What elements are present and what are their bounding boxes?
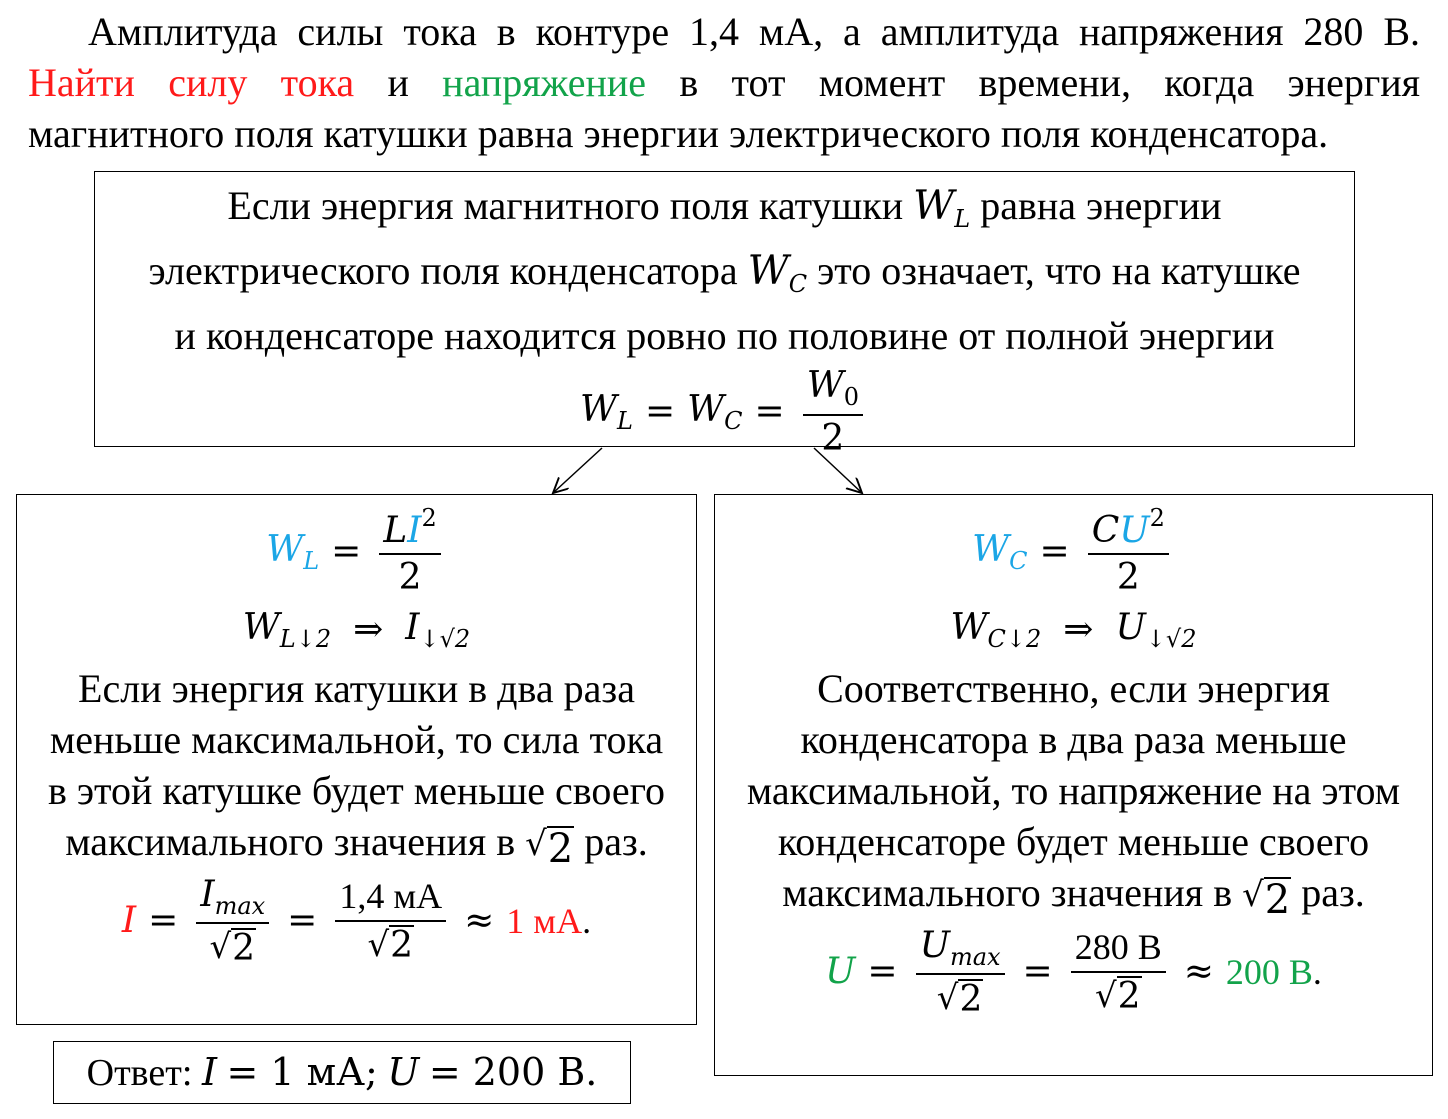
- wc-implication: $W_{C↓2}$ ⇒ $U_{↓√2}$: [950, 606, 1197, 653]
- current-explanation: Если энергия катушки в два раза меньше максимальной, то сила тока в этой катушке будет меньше своего максимального значения в √ 2 раз.: [47, 665, 666, 872]
- top-line-1: Если энергия магнитного поля катушки $W_L$ равна энергии: [227, 183, 1222, 233]
- wc-formula: $W_C$ = $\frac{CU^2}{2}$: [715, 505, 1432, 599]
- problem-text-2: в тот момент времени, когда энергия: [679, 60, 1421, 105]
- problem-text-1: Амплитуда силы тока в контуре 1,4 мА, а амплитуда напряжения 280 В.: [88, 9, 1420, 54]
- answer-box: [53, 1041, 631, 1104]
- voltage-calculation: U = $U_{max}$ √ 2 = 280 В √ 2 ≈ 200 В .: [825, 924, 1322, 1020]
- top-line-2: электрического поля конденсатора $W_C$ это означает, что на катушке: [148, 248, 1301, 298]
- arrow-right: [814, 448, 862, 493]
- half-energy-formula: $W_L$ = $W_C$ = $\frac{W_0}{2}$: [95, 365, 1354, 459]
- current-calculation: I = $I_{max}$ √ 2 = 1,4 мА √ 2 ≈ 1 мА .: [121, 873, 592, 969]
- wc-symbol: $W_C$: [747, 248, 808, 298]
- voltage-explanation: Соответственно, если энергия конденсатора в два раза меньше максимальной, то напряжение на этом конденсаторе будет меньше своего максимального значения в √ 2 раз.: [746, 665, 1401, 923]
- find-current-text: Найти силу тока: [28, 60, 355, 105]
- problem-text-3: магнитного поля катушки равна энергии электрического поля конденсатора.: [28, 111, 1329, 156]
- arrow-left: [553, 448, 602, 493]
- wl-symbol: $W_L$: [913, 183, 971, 233]
- wl-implication: $W_{L↓2}$ ⇒ $I_{↓√2}$: [242, 606, 471, 653]
- current-result: 1 мА: [506, 900, 583, 941]
- voltage-text: напряжение: [442, 60, 647, 105]
- wl-formula: $W_L$ = $\frac{LI^2}{2}$: [17, 505, 696, 599]
- current-box: [16, 494, 697, 1025]
- voltage-box: [714, 494, 1433, 1076]
- and-text: и: [387, 60, 409, 105]
- voltage-result: 200 В: [1225, 951, 1313, 992]
- top-line-3: и конденсаторе находится ровно по половине от полной энергии: [174, 313, 1275, 358]
- answer-text: Ответ: I = 1 мА; U = 200 В.: [86, 1050, 598, 1094]
